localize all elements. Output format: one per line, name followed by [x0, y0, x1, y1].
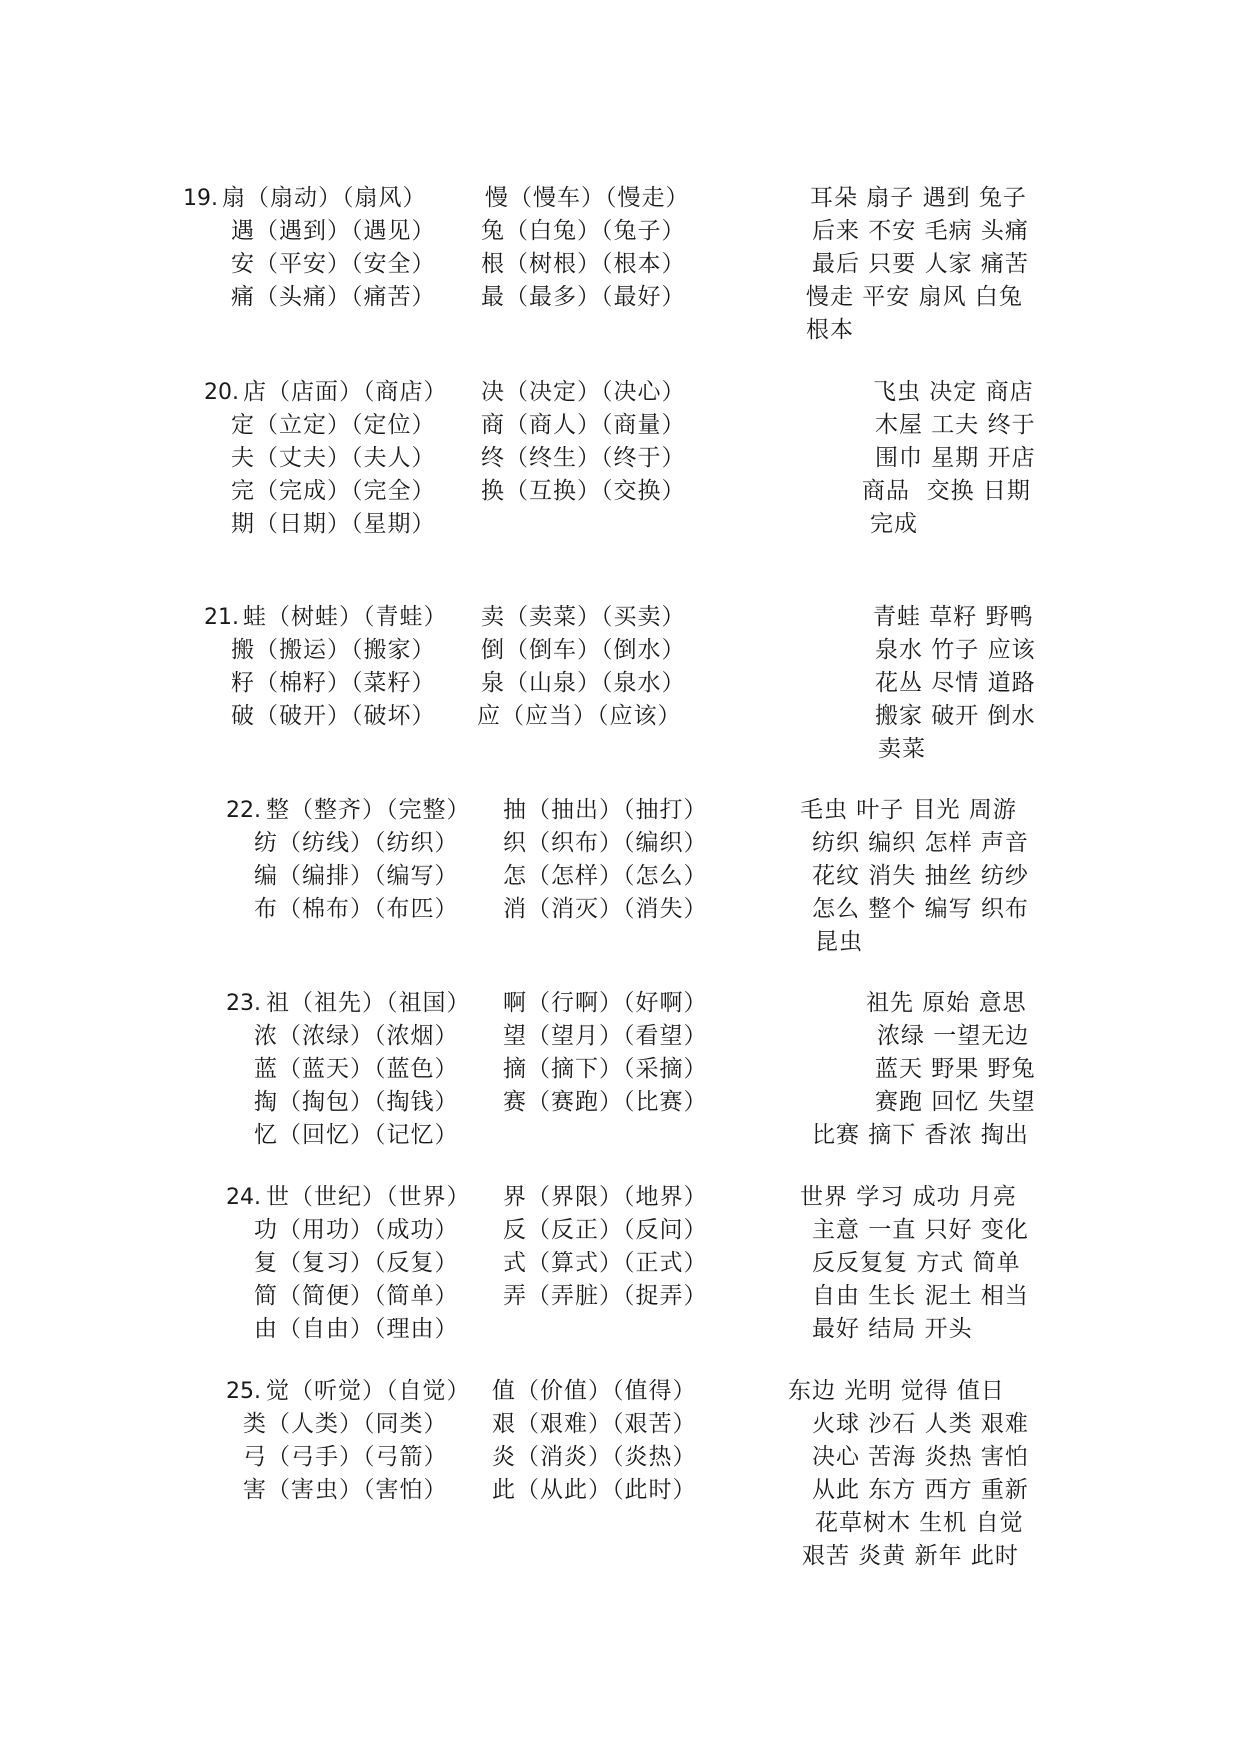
vocabulary-line: 最后 只要 人家 痛苦: [812, 251, 1029, 277]
vocabulary-line: 后来 不安 毛病 头痛: [812, 218, 1029, 244]
section-number: 21.: [204, 605, 239, 630]
section-number: 24.: [226, 1185, 261, 1210]
word-group-line: 望（望月）（看望）: [503, 1023, 708, 1049]
vocabulary-line: 花草树木 生机 自觉: [815, 1510, 1024, 1536]
word-group-line: 遇（遇到）（遇见）: [231, 218, 436, 244]
word-group-line: 掏（掏包）（掏钱）: [254, 1089, 459, 1115]
vocabulary-line: 浓绿 一望无边: [877, 1023, 1030, 1049]
word-group-line: 定（立定）（定位）: [231, 412, 436, 438]
vocabulary-line: 毛虫 叶子 目光 周游: [800, 797, 1017, 823]
vocabulary-line: 祖先 原始 意思: [866, 990, 1027, 1016]
vocabulary-line: 决心 苦海 炎热 害怕: [812, 1444, 1029, 1470]
word-group-line: 类（人类）（同类）: [243, 1411, 448, 1437]
word-group-line: 根（树根）（根本）: [481, 251, 686, 277]
word-group-line: 消（消灭）（消失）: [503, 896, 708, 922]
word-group-line: 弓（弓手）（弓箭）: [243, 1444, 448, 1470]
section-number: 23.: [226, 991, 261, 1016]
vocabulary-line: 慢走 平安 扇风 白兔: [806, 284, 1023, 310]
word-group-line: 炎（消炎）（炎热）: [492, 1444, 697, 1470]
word-group-line: 破（破开）（破坏）: [231, 703, 436, 729]
vocabulary-line: 完成: [870, 511, 918, 537]
vocabulary-line: 东边 光明 觉得 值日: [788, 1378, 1005, 1404]
word-group-line: 抽（抽出）（抽打）: [503, 797, 708, 823]
word-group-line: 复（复习）（反复）: [254, 1250, 459, 1276]
word-group-line: 界（界限）（地界）: [503, 1184, 708, 1210]
vocabulary-line: 最好 结局 开头: [812, 1316, 973, 1342]
word-group-line: 倒（倒车）（倒水）: [481, 637, 686, 663]
word-group-line: 安（平安）（安全）: [231, 251, 436, 277]
word-group-line: 浓（浓绿）（浓烟）: [254, 1023, 459, 1049]
section-number: 19.: [183, 186, 218, 211]
word-group-line: 世（世纪）（世界）: [266, 1184, 471, 1210]
word-group-line: 蓝（蓝天）（蓝色）: [254, 1056, 459, 1082]
vocabulary-line: 泉水 竹子 应该: [875, 637, 1036, 663]
word-group-line: 简（简便）（简单）: [254, 1283, 459, 1309]
section-number: 20.: [204, 380, 239, 405]
vocabulary-line: 青蛙 草籽 野鸭: [873, 604, 1034, 630]
word-group-line: 忆（回忆）（记忆）: [254, 1122, 459, 1148]
word-group-line: 泉（山泉）（泉水）: [481, 670, 686, 696]
vocabulary-line: 火球 沙石 人类 艰难: [812, 1411, 1029, 1437]
vocabulary-line: 反反复复 方式 简单: [812, 1250, 1021, 1276]
word-group-line: 期（日期）（星期）: [231, 511, 436, 537]
word-group-line: 祖（祖先）（祖国）: [266, 990, 471, 1016]
vocabulary-line: 根本: [806, 317, 854, 343]
word-group-line: 怎（怎样）（怎么）: [503, 863, 708, 889]
vocabulary-line: 比赛 摘下 香浓 掏出: [812, 1122, 1029, 1148]
vocabulary-line: 木屋 工夫 终于: [875, 412, 1036, 438]
word-group-line: 功（用功）（成功）: [254, 1217, 459, 1243]
word-group-line: 赛（赛跑）（比赛）: [503, 1089, 708, 1115]
section-number: 22.: [226, 798, 261, 823]
vocabulary-line: 花纹 消失 抽丝 纺纱: [812, 863, 1029, 889]
vocabulary-line: 昆虫: [815, 929, 863, 955]
vocabulary-line: 怎么 整个 编写 织布: [812, 896, 1029, 922]
vocabulary-line: 纺织 编织 怎样 声音: [812, 830, 1029, 856]
word-group-line: 觉（听觉）（自觉）: [266, 1378, 471, 1404]
section-number: 25.: [226, 1379, 261, 1404]
word-group-line: 纺（纺线）（纺织）: [254, 830, 459, 856]
word-group-line: 此（从此）（此时）: [492, 1477, 697, 1503]
word-group-line: 布（棉布）（布匹）: [254, 896, 459, 922]
vocabulary-line: 自由 生长 泥土 相当: [812, 1283, 1029, 1309]
word-group-line: 织（织布）（编织）: [503, 830, 708, 856]
vocabulary-line: 飞虫 决定 商店: [873, 379, 1034, 405]
word-group-line: 蛙（树蛙）（青蛙）: [243, 604, 448, 630]
word-group-line: 艰（艰难）（艰苦）: [492, 1411, 697, 1437]
word-group-line: 换（互换）（交换）: [481, 478, 686, 504]
vocabulary-line: 赛跑 回忆 失望: [875, 1089, 1036, 1115]
vocabulary-line: 商品 交换 日期: [862, 478, 1031, 504]
word-group-line: 值（价值）（值得）: [492, 1378, 697, 1404]
word-group-line: 夫（丈夫）（夫人）: [231, 445, 436, 471]
vocabulary-line: 蓝天 野果 野兔: [875, 1056, 1036, 1082]
word-group-line: 扇（扇动）（扇风）: [222, 185, 427, 211]
word-group-line: 啊（行啊）（好啊）: [503, 990, 708, 1016]
vocabulary-line: 围巾 星期 开店: [875, 445, 1036, 471]
word-group-line: 反（反正）（反问）: [503, 1217, 708, 1243]
vocabulary-line: 主意 一直 只好 变化: [812, 1217, 1029, 1243]
word-group-line: 最（最多）（最好）: [481, 284, 686, 310]
vocabulary-line: 从此 东方 西方 重新: [812, 1477, 1029, 1503]
word-group-line: 终（终生）（终于）: [481, 445, 686, 471]
word-group-line: 由（自由）（理由）: [254, 1316, 459, 1342]
vocabulary-line: 搬家 破开 倒水: [875, 703, 1036, 729]
vocabulary-line: 世界 学习 成功 月亮: [800, 1184, 1017, 1210]
word-group-line: 应（应当）（应该）: [477, 703, 682, 729]
word-group-line: 商（商人）（商量）: [481, 412, 686, 438]
vocabulary-line: 花丛 尽情 道路: [875, 670, 1036, 696]
word-group-line: 籽（棉籽）（菜籽）: [231, 670, 436, 696]
word-group-line: 搬（搬运）（搬家）: [231, 637, 436, 663]
word-group-line: 卖（卖菜）（买卖）: [481, 604, 686, 630]
word-group-line: 编（编排）（编写）: [254, 863, 459, 889]
word-group-line: 痛（头痛）（痛苦）: [231, 284, 436, 310]
vocabulary-line: 耳朵 扇子 遇到 兔子: [810, 185, 1027, 211]
word-group-line: 整（整齐）（完整）: [266, 797, 471, 823]
word-group-line: 完（完成）（完全）: [231, 478, 436, 504]
word-group-line: 慢（慢车）（慢走）: [485, 185, 690, 211]
word-group-line: 决（决定）（决心）: [481, 379, 686, 405]
word-group-line: 摘（摘下）（采摘）: [503, 1056, 708, 1082]
vocabulary-line: 艰苦 炎黄 新年 此时: [802, 1543, 1019, 1569]
vocabulary-line: 卖菜: [878, 736, 926, 762]
word-group-line: 店（店面）（商店）: [243, 379, 448, 405]
word-group-line: 式（算式）（正式）: [503, 1250, 708, 1276]
word-group-line: 害（害虫）（害怕）: [243, 1477, 448, 1503]
word-group-line: 兔（白兔）（兔子）: [481, 218, 686, 244]
word-group-line: 弄（弄脏）（捉弄）: [503, 1283, 708, 1309]
